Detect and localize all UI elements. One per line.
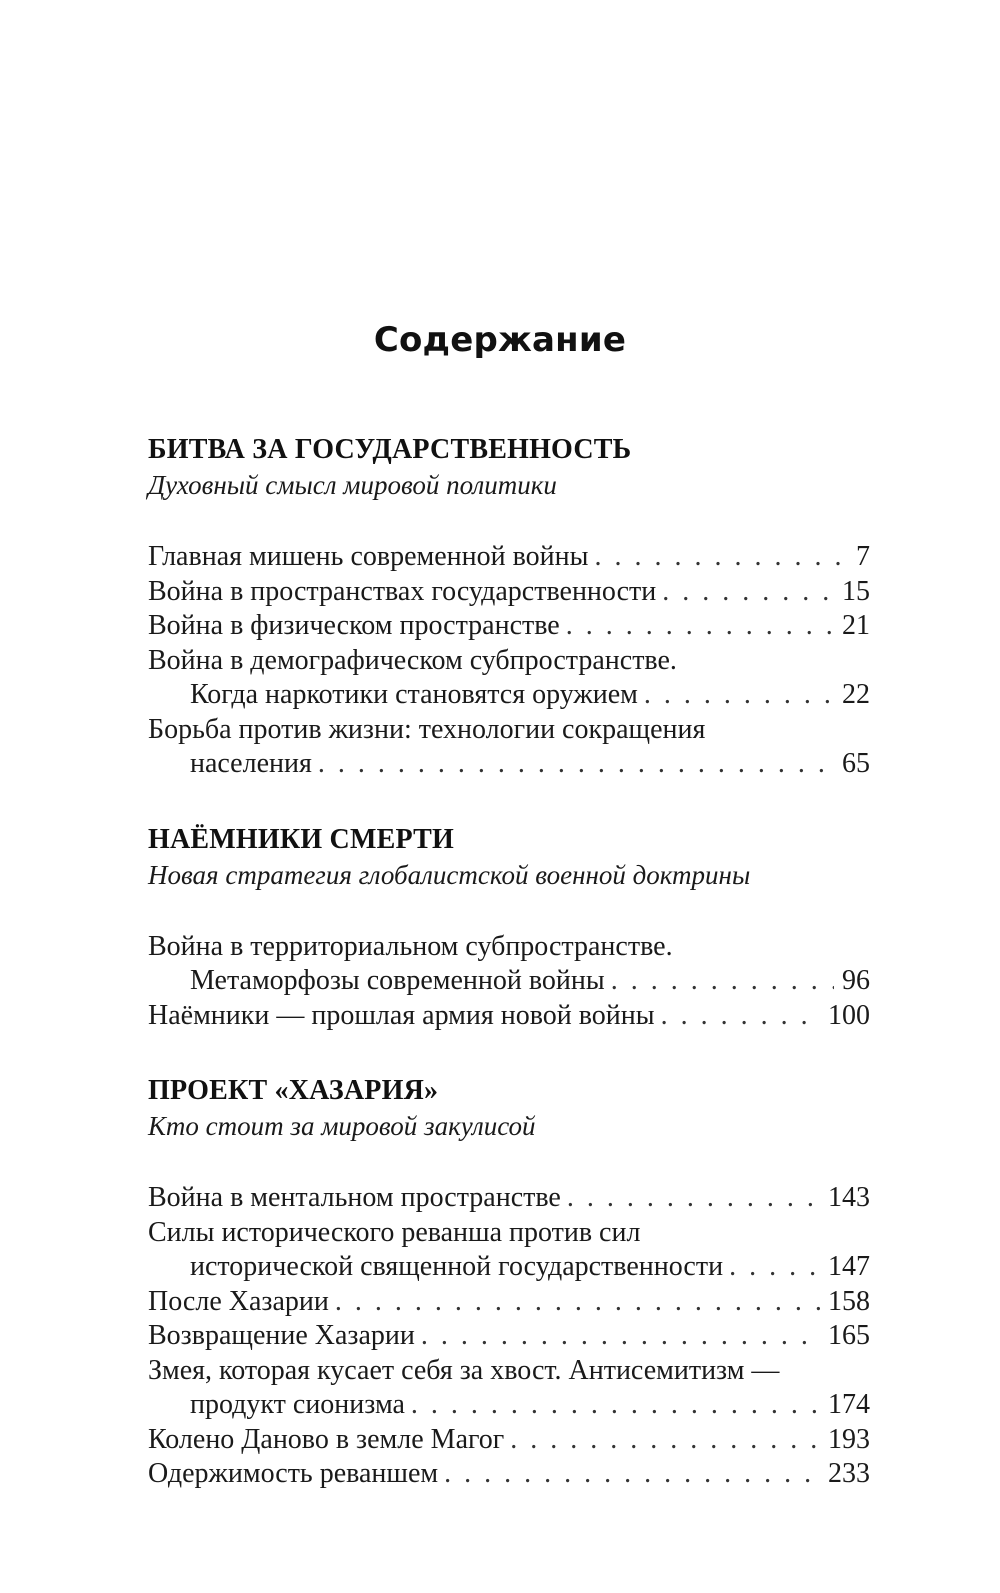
toc-entry-title-line1: Силы исторического реванша против сил: [148, 1216, 641, 1248]
toc-entry-title: Возвращение Хазарии: [148, 1320, 415, 1351]
toc-entry[interactable]: [148, 644, 870, 713]
toc-entry-title: Метаморфозы современной войны: [190, 965, 605, 996]
toc-entry[interactable]: [148, 713, 870, 782]
toc-entry[interactable]: [148, 1457, 870, 1492]
dot-leader: [662, 575, 834, 610]
toc-entry-title: После Хазарии: [148, 1285, 329, 1317]
toc-entry-page: 21: [842, 610, 870, 641]
toc-entry[interactable]: [148, 930, 870, 999]
section-heading: БИТВА ЗА ГОСУДАРСТВЕННОСТЬ: [148, 434, 632, 465]
dot-leader: [510, 1423, 820, 1458]
toc-entry-title: Война в ментальном пространстве: [148, 1182, 561, 1213]
dot-leader: [644, 678, 834, 713]
section-subtitle: Новая стратегия глобалистской военной доктрины: [148, 859, 751, 890]
toc-entry[interactable]: [148, 1216, 870, 1285]
toc-entry-title: Когда наркотики становятся оружием: [190, 679, 638, 710]
dot-leader: [566, 609, 834, 644]
toc-entry-title: Война в физическом пространстве: [148, 610, 560, 641]
dot-leader: [729, 1250, 820, 1285]
toc-entry-page: 143: [828, 1182, 870, 1213]
toc-entry-title: населения: [190, 748, 312, 779]
toc-section-3: [148, 1073, 870, 1492]
toc-entry-page: 22: [842, 679, 870, 710]
page-title: Содержание: [373, 320, 627, 360]
toc-entry[interactable]: [148, 1285, 870, 1320]
toc-entry-page: 158: [828, 1285, 870, 1317]
toc-entry[interactable]: [148, 609, 870, 644]
toc-entry[interactable]: [148, 1319, 870, 1354]
toc-entry-page: 147: [828, 1251, 870, 1282]
toc-entry[interactable]: [148, 575, 870, 610]
toc-entry-page: 193: [828, 1423, 870, 1455]
toc-entry-page: 15: [842, 575, 870, 607]
dot-leader: [444, 1457, 820, 1492]
dot-leader: [318, 747, 834, 782]
toc-entry-page: 165: [828, 1320, 870, 1351]
toc-entry-title: продукт сионизма: [190, 1389, 405, 1420]
toc-entry-title: Колено Даново в земле Магог: [148, 1423, 505, 1455]
section-heading: НАЁМНИКИ СМЕРТИ: [148, 823, 454, 855]
table-of-contents: [148, 432, 870, 1532]
toc-entry-page: 7: [856, 541, 870, 572]
toc-entry[interactable]: [148, 1181, 870, 1216]
toc-entry[interactable]: [148, 1354, 870, 1423]
toc-entry-title: исторической священной государственности: [190, 1251, 724, 1282]
toc-entry-title: Война в пространствах государственности: [148, 575, 657, 607]
dot-leader: [611, 964, 834, 999]
toc-entry-title: Главная мишень современной войны: [148, 541, 589, 572]
toc-entry-page: 65: [842, 748, 870, 779]
section-heading: ПРОЕКТ «ХАЗАРИЯ»: [148, 1075, 439, 1106]
toc-entry-page: 96: [842, 965, 870, 996]
dot-leader: [411, 1388, 820, 1423]
dot-leader: [335, 1285, 820, 1320]
toc-entry-title: Наёмники — прошлая армия новой войны: [148, 999, 655, 1031]
toc-entry-title: Одержимость реваншем: [148, 1458, 439, 1489]
toc-section-2: [148, 822, 870, 1034]
toc-section-1: [148, 432, 870, 782]
toc-entry-title-line1: Война в территориальном субпространстве.: [148, 930, 673, 962]
dot-leader: [594, 540, 848, 575]
dot-leader: [661, 999, 820, 1034]
toc-entry-title-line1: Борьба против жизни: технологии сокращения: [148, 713, 706, 745]
dot-leader: [567, 1181, 820, 1216]
dot-leader: [421, 1319, 820, 1354]
toc-entry[interactable]: [148, 540, 870, 575]
toc-entry-title-line1: Война в демографическом субпространстве.: [148, 644, 677, 676]
toc-entry-title-line1: Змея, которая кусает себя за хвост. Антисемитизм —: [148, 1354, 780, 1386]
toc-entry[interactable]: [148, 1423, 870, 1458]
section-subtitle: Кто стоит за мировой закулисой: [148, 1111, 536, 1141]
toc-entry-page: 233: [828, 1458, 870, 1489]
toc-entry-page: 100: [828, 999, 870, 1031]
toc-entry[interactable]: [148, 999, 870, 1034]
toc-entry-page: 174: [828, 1389, 870, 1420]
section-subtitle: Духовный смысл мировой политики: [148, 470, 557, 500]
